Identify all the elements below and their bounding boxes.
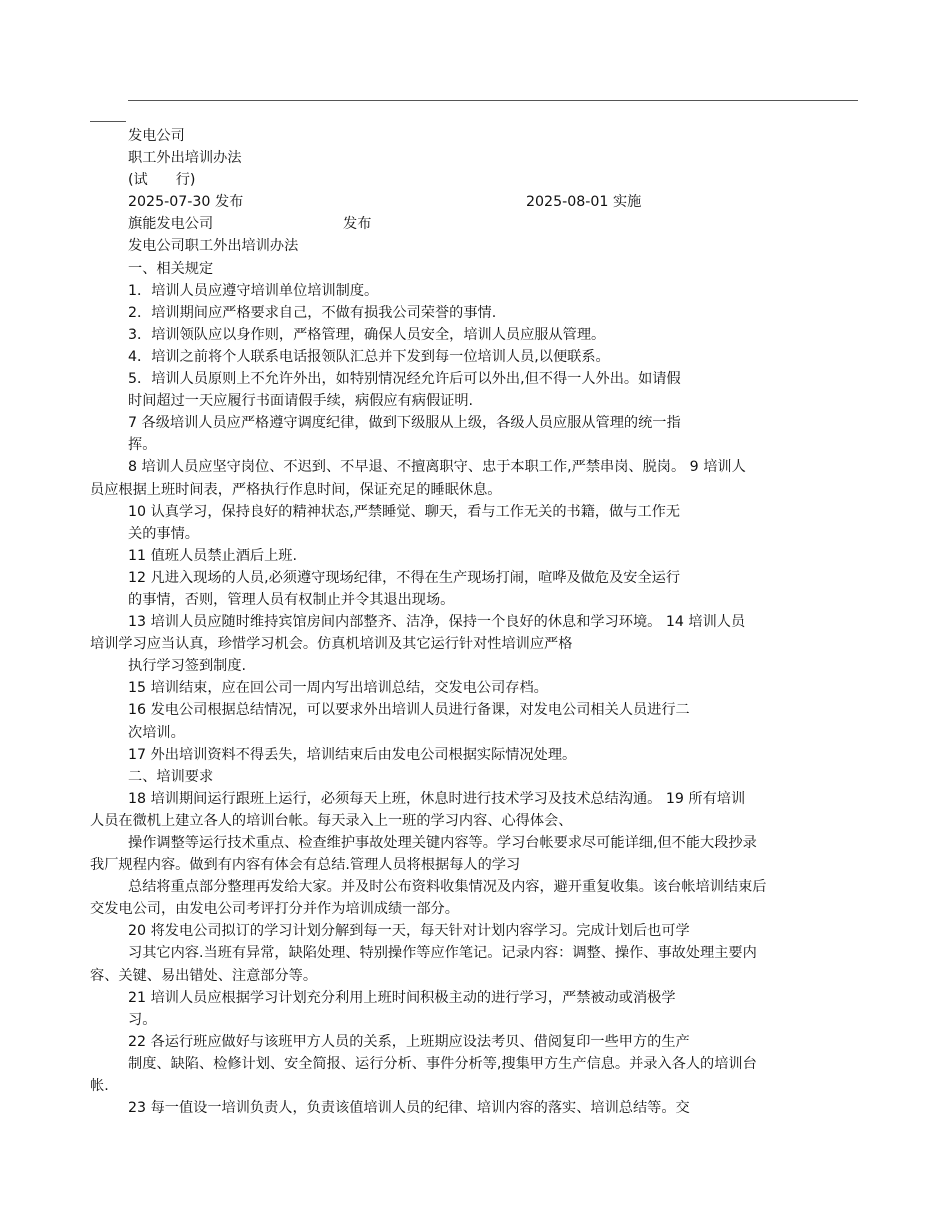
text-line: 2．培训期间应严格要求自己，不做有损我公司荣誉的事情. bbox=[128, 304, 497, 321]
text-line: 18 培训期间运行跟班上运行，必须每天上班，休息时进行技术学习及技术总结沟通。 19 所有培训 bbox=[128, 790, 746, 807]
text-line: 11 值班人员禁止酒后上班. bbox=[128, 547, 297, 564]
text-line: 培训学习应当认真，珍惜学习机会。仿真机培训及其它运行针对性培训应严格 bbox=[90, 636, 573, 653]
text-line: 我厂规程内容。做到有内容有体会有总结.管理人员将根据每人的学习 bbox=[90, 857, 521, 874]
company-name: 发电公司 bbox=[128, 128, 185, 144]
text-line: 制度、缺陷、检修计划、安全简报、运行分析、事件分析等,搜集甲方生产信息。并录入各人的培训台 bbox=[128, 1055, 757, 1072]
publisher-line bbox=[90, 213, 860, 235]
text-line: 习其它内容.当班有异常，缺陷处理、特别操作等应作笔记。记录内容：调整、操作、事故处理主要内 bbox=[128, 945, 757, 962]
text-line: 7 各级培训人员应严格遵守调度纪律，做到下级服从上级，各级人员应服从管理的统一指 bbox=[128, 415, 681, 432]
publisher-action: 发布 bbox=[343, 216, 372, 233]
header-rule bbox=[128, 100, 858, 101]
text-line: 帐. bbox=[90, 1078, 109, 1095]
date-line bbox=[90, 191, 860, 213]
text-line: 时间超过一天应履行书面请假手续，病假应有病假证明. bbox=[128, 393, 474, 410]
effective-date: 2025-08-01 实施 bbox=[526, 194, 642, 211]
section-heading: 二、培训要求 bbox=[128, 768, 214, 785]
publisher-name: 旗能发电公司 bbox=[128, 216, 214, 233]
text-line: 15 培训结束，应在回公司一周内写出培训总结，交发电公司存档。 bbox=[128, 680, 548, 697]
text-line: 5．培训人员原则上不允许外出，如特别情况经允许后可以外出,但不得一人外出。如请假 bbox=[128, 371, 681, 388]
text-line: 10 认真学习，保持良好的精神状态,严禁睡觉、聊天，看与工作无关的书籍，做与工作无 bbox=[128, 503, 681, 520]
document-body bbox=[90, 125, 860, 1119]
publish-date: 2025-07-30 发布 bbox=[128, 194, 244, 211]
text-line: 执行学习签到制度. bbox=[128, 658, 247, 675]
text-line: 习。 bbox=[128, 1011, 157, 1028]
trial-marker: (试 行) bbox=[128, 172, 196, 189]
text-line: 13 培训人员应随时维持宾馆房间内部整齐、洁净，保持一个良好的休息和学习环境。 14 培训人员 bbox=[128, 614, 746, 631]
text-line: 员应根据上班时间表，严格执行作息时间，保证充足的睡眠休息。 bbox=[90, 481, 502, 498]
text-line: 1．培训人员应遵守培训单位培训制度。 bbox=[128, 282, 379, 299]
text-line: 3．培训领队应以身作则，严格管理，确保人员安全，培训人员应服从管理。 bbox=[128, 326, 606, 343]
text-line: 4．培训之前将个人联系电话报领队汇总并下发到每一位培训人员,以便联系。 bbox=[128, 348, 610, 365]
text-line: 17 外出培训资料不得丢失，培训结束后由发电公司根据实际情况处理。 bbox=[128, 746, 577, 763]
text-line: 20 将发电公司拟订的学习计划分解到每一天，每天针对计划内容学习。完成计划后也可学 bbox=[128, 923, 690, 940]
text-line: 16 发电公司根据总结情况，可以要求外出培训人员进行备课，对发电公司相关人员进行二 bbox=[128, 702, 690, 719]
text-line: 22 各运行班应做好与该班甲方人员的关系，上班期应设法考贝、借阅复印一些甲方的生产 bbox=[128, 1033, 690, 1050]
body-heading: 发电公司职工外出培训办法 bbox=[128, 238, 299, 255]
text-line: 操作调整等运行技术重点、检查维护事故处理关键内容等。学习台帐要求尽可能详细,但不能大段抄录 bbox=[128, 835, 757, 851]
text-line: 8 培训人员应坚守岗位、不迟到、不早退、不擅离职守、忠于本职工作,严禁串岗、脱岗。 9 培训人 bbox=[128, 459, 746, 476]
text-line: 的事情，否则，管理人员有权制止并令其退出现场。 bbox=[128, 591, 455, 608]
text-line: 交发电公司，由发电公司考评打分并作为培训成绩一部分。 bbox=[90, 901, 459, 918]
text-line: 次培训。 bbox=[128, 724, 185, 741]
text-line: 12 凡进入现场的人员,必须遵守现场纪律，不得在生产现场打闹，喧哗及做危及安全运行 bbox=[128, 569, 681, 586]
document-title: 职工外出培训办法 bbox=[128, 150, 242, 167]
text-line: 挥。 bbox=[128, 437, 157, 454]
text-line: 总结将重点部分整理再发给大家。并及时公布资料收集情况及内容，避开重复收集。该台帐培训结束后 bbox=[128, 879, 767, 896]
text-line: 容、关键、易出错处、注意部分等。 bbox=[90, 967, 318, 984]
text-line: 21 培训人员应根据学习计划充分利用上班时间积极主动的进行学习，严禁被动或消极学 bbox=[128, 989, 676, 1006]
text-line: 关的事情。 bbox=[128, 525, 199, 542]
text-line: 23 每一值设一培训负责人，负责该值培训人员的纪律、培训内容的落实、培训总结等。交 bbox=[128, 1100, 690, 1117]
section-heading: 一、相关规定 bbox=[128, 260, 214, 277]
text-line: 人员在微机上建立各人的培训台帐。每天录入上一班的学习内容、心得体会、 bbox=[90, 812, 573, 829]
header-rule-tail bbox=[90, 121, 126, 122]
